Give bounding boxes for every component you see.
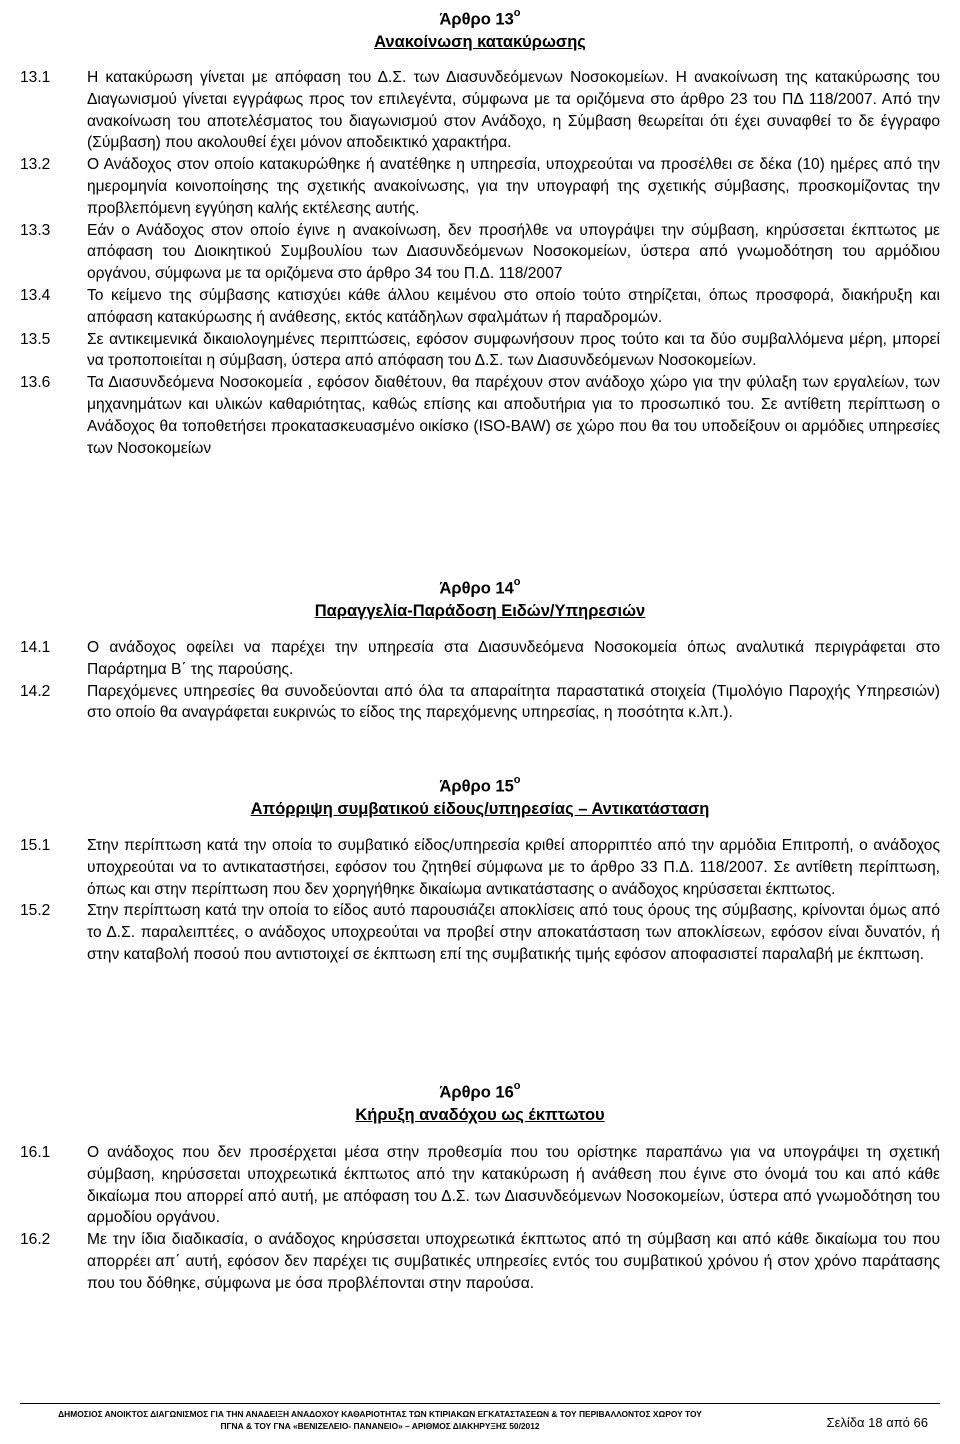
clause-16-2: 16.2 Με την ίδια διαδικασία, ο ανάδοχος κηρύσσεται υποχρεωτικά έκπτωτος από τη σύμβαση και από κάθε δικαίωμα του που απορρέει απ΄ αυτή, εφόσον δεν παρέχει τις συμβατικές υπηρεσίες εντός του συμβατικού χρόνου ή στον χρόνο παράτασης που του δόθηκε, σύμφωνα με όσα προβλέπονται στην παρούσα. (20, 1231, 940, 1292)
article-13-clauses (20, 67, 940, 459)
article-16-number: Άρθρο $16^o$ (439, 1080, 521, 1102)
clause-14-1: 14.1 Ο ανάδοχος οφείλει να παρέχει την υπηρεσία στα Διασυνδεόμενα Νοσοκομεία όπως αναλυτικά περιγράφεται στο Παράρτημα Β΄ της παρούσης. (20, 639, 940, 678)
article-13-number: Άρθρο $13^o$ (439, 7, 521, 29)
clause-16-1: 16.1 Ο ανάδοχος που δεν προσέρχεται μέσα στην προθεσμία που του ορίστηκε παραπάνω για να υπογράψει τη σχετική σύμβαση, κηρύσσεται υποχρεωτικά έκπτωτος από την κατακύρωση ή ανάθεση που έγινε στο όνομά του και από κάθε δικαίωμα που απορρεί από αυτή, με απόφαση του Δ.Σ. των Διασυνδεόμενων Νοσοκομείων, ύστερα από γνωμοδότηση του αρμοδίου οργάνου. (20, 1144, 940, 1227)
clause-15-2: 15.2 Στην περίπτωση κατά την οποία το είδος αυτό παρουσιάζει αποκλίσεις από τους όρους της σύμβασης, κρίνονται όμως από το Δ.Σ. παραλειπτέες, ο ανάδοχος υποχρεούται να προβεί στην αποκατάσταση των αποκλίσεων, εφόσον είναι δυνατόν, ή στην καταβολή ποσού που αντιστοιχεί σε έκπτωση επί της συμβατικής τιμής εφόσον αποφασιστεί παραλαβή με έκπτωση. (20, 902, 940, 963)
page-footer (20, 1403, 940, 1438)
article-15-number: Άρθρο $15^o$ (439, 774, 521, 796)
article-13-heading (0, 4, 960, 53)
article-14-heading (0, 573, 960, 622)
article-15-heading (0, 771, 960, 820)
clause-15-1: 15.1 Στην περίπτωση κατά την οποία το συμβατικό είδος/υπηρεσία κριθεί απορριπτέο από την αρμόδια Επιτροπή, ο ανάδοχος υποχρεούται να το αντικαταστήσει, εφόσον του ζητηθεί σύμφωνα με το άρθρο 33 Π.Δ. 118/2007. Σε αντίθετη περίπτωση, όπως και στην περίπτωση που δεν χορηγήθηκε δικαίωμα αντικατάστασης ο ανάδοχος κηρύσσεται έκπτωτος. (20, 837, 940, 898)
article-16-heading (0, 1077, 960, 1126)
clause-13-3: 13.3 Εάν ο Ανάδοχος στον οποίο έγινε η ανακοίνωση, δεν προσήλθε να υπογράψει την σύμβαση, κηρύσσεται έκπτωτος με απόφαση του Διοικητικού Συμβουλίου των Διασυνδεόμενων Νοσοκομείων, ύστερα από γνωμοδότηση του αρμόδιου οργάνου, σύμφωνα με τα οριζόμενα στο άρθρο 34 του Π.Δ. 118/2007 (20, 221, 940, 283)
page-number: Σελίδα 18 από 66 (826, 1415, 928, 1430)
footer-tender-title (20, 1404, 740, 1438)
clause-13-2: 13.2 Ο Ανάδοχος στον οποίο κατακυρώθηκε ή ανατέθηκε η υπηρεσία, υποχρεούται να προσέλθει σε δέκα (10) ημέρες από την ημερομηνία κοινοποίησης της σχετικής ανακοίνωσης, για την υπογραφή της σχετικής σύμβασης, προσκομίζοντας την προβλεπόμενη εγγύηση καλής εκτέλεσης αυτής. (20, 156, 940, 217)
article-15-clauses (20, 835, 940, 966)
clause-13-4: 13.4 Το κείμενο της σύμβασης κατισχύει κάθε άλλου κειμένου στο οποίο τούτο στηρίζεται, όπως προσφορά, διακήρυξη και απόφαση κατακύρωσης ή ανάθεσης, εκτός κατάδηλων σφαλμάτων ή παραδρομών. (20, 286, 940, 326)
article-16-title: Κήρυξη αναδόχου ως έκπτωτου (355, 1105, 605, 1124)
clause-13-5: 13.5 Σε αντικειμενικά δικαιολογημένες περιπτώσεις, εφόσον συμφωνήσουν προς τούτο και τα δύο συμβαλλόμενα μέρη, μπορεί να τροποποιείται η σύμβαση, ύστερα από απόφαση του Δ.Σ. των Διασυνδεόμενων Νοσοκομείων. (20, 330, 940, 370)
article-15-title: Απόρριψη συμβατικού είδους/υπηρεσίας – Αντικατάσταση (250, 799, 710, 818)
article-16-clauses (20, 1142, 940, 1295)
article-14-title: Παραγγελία-Παράδοση Ειδών/Υπηρεσιών (314, 601, 646, 620)
clause-14-2: 14.2 Παρεχόμενες υπηρεσίες θα συνοδεύονται από όλα τα απαραίτητα παραστατικά στοιχεία (Τιμολόγιο Παροχής Υπηρεσιών) στο οποίο θα αναγράφεται ευκρινώς το είδος της παρεχόμενης υπηρεσίας, η ποσότητα κ.λπ.). (20, 682, 940, 722)
clause-13-1: 13.1 Η κατακύρωση γίνεται με απόφαση του Δ.Σ. των Διασυνδεόμενων Νοσοκομείων. Η ανακοίνωση της κατακύρωσης του Διαγωνισμού γίνεται εγγράφως προς τον επιλεγέντα, σύμφωνα με τα οριζόμενα στο άρθρο 23 του ΠΔ 118/2007. Από την ανακοίνωση του αποτελέσματος του διαγωνισμού στον Ανάδοχο, η Σύμβαση θεωρείται ότι έχει συναφθεί το δε έγγραφο (Σύμβαση) που ακολουθεί έχει μόνον αποδεικτικό χαρακτήρα. (20, 69, 940, 152)
clause-13-6: 13.6 Τα Διασυνδεόμενα Νοσοκομεία , εφόσον διαθέτουν, θα παρέχουν στον ανάδοχο χώρο για την φύλαξη των εργαλείων, των μηχανημάτων και υλικών καθαριότητας, καθώς επίσης και αποδυτήρια για το προσωπικό του. Σε αντίθετη περίπτωση ο Ανάδοχος θα τοποθετήσει προκατασκευασμένο οικίσκο (ISO-BAW) σε χώρο που θα του υποδείξουν οι αρμόδιες υπηρεσίες των Νοσοκομείων (20, 374, 940, 457)
footer-line-1: ΔΗΜΟΣΙΟΣ ΑΝΟΙΚΤΟΣ ΔΙΑΓΩΝΙΣΜΟΣ ΓΙΑ ΤΗΝ ΑΝΑΔΕΙΞΗ ΑΝΑΔΟΧΟΥ ΚΑΘΑΡΙΟΤΗΤΑΣ ΤΩΝ ΚΤΙΡΙΑΚΩΝ ΕΓΚΑΤΑΣΤΑΣΕΩΝ & ΤΟΥ ΠΕΡΙΒΑΛΛΟΝΤΟΣ ΧΩΡΟΥ ΤΟΥ (58, 1409, 702, 1419)
footer-line-2: ΠΓΝΑ & ΤΟΥ ΓΝΑ «ΒΕΝΙΖΕΛΕΙΟ- ΠΑΝΑΝΕΙΟ» – ΑΡΙΘΜΟΣ ΔΙΑΚΗΡΥΞΗΣ 50/2012 (220, 1421, 540, 1431)
article-14-clauses (20, 637, 940, 724)
article-13-title: Ανακοίνωση κατακύρωσης (374, 32, 586, 51)
article-14-number: Άρθρο $14^o$ (439, 576, 521, 598)
